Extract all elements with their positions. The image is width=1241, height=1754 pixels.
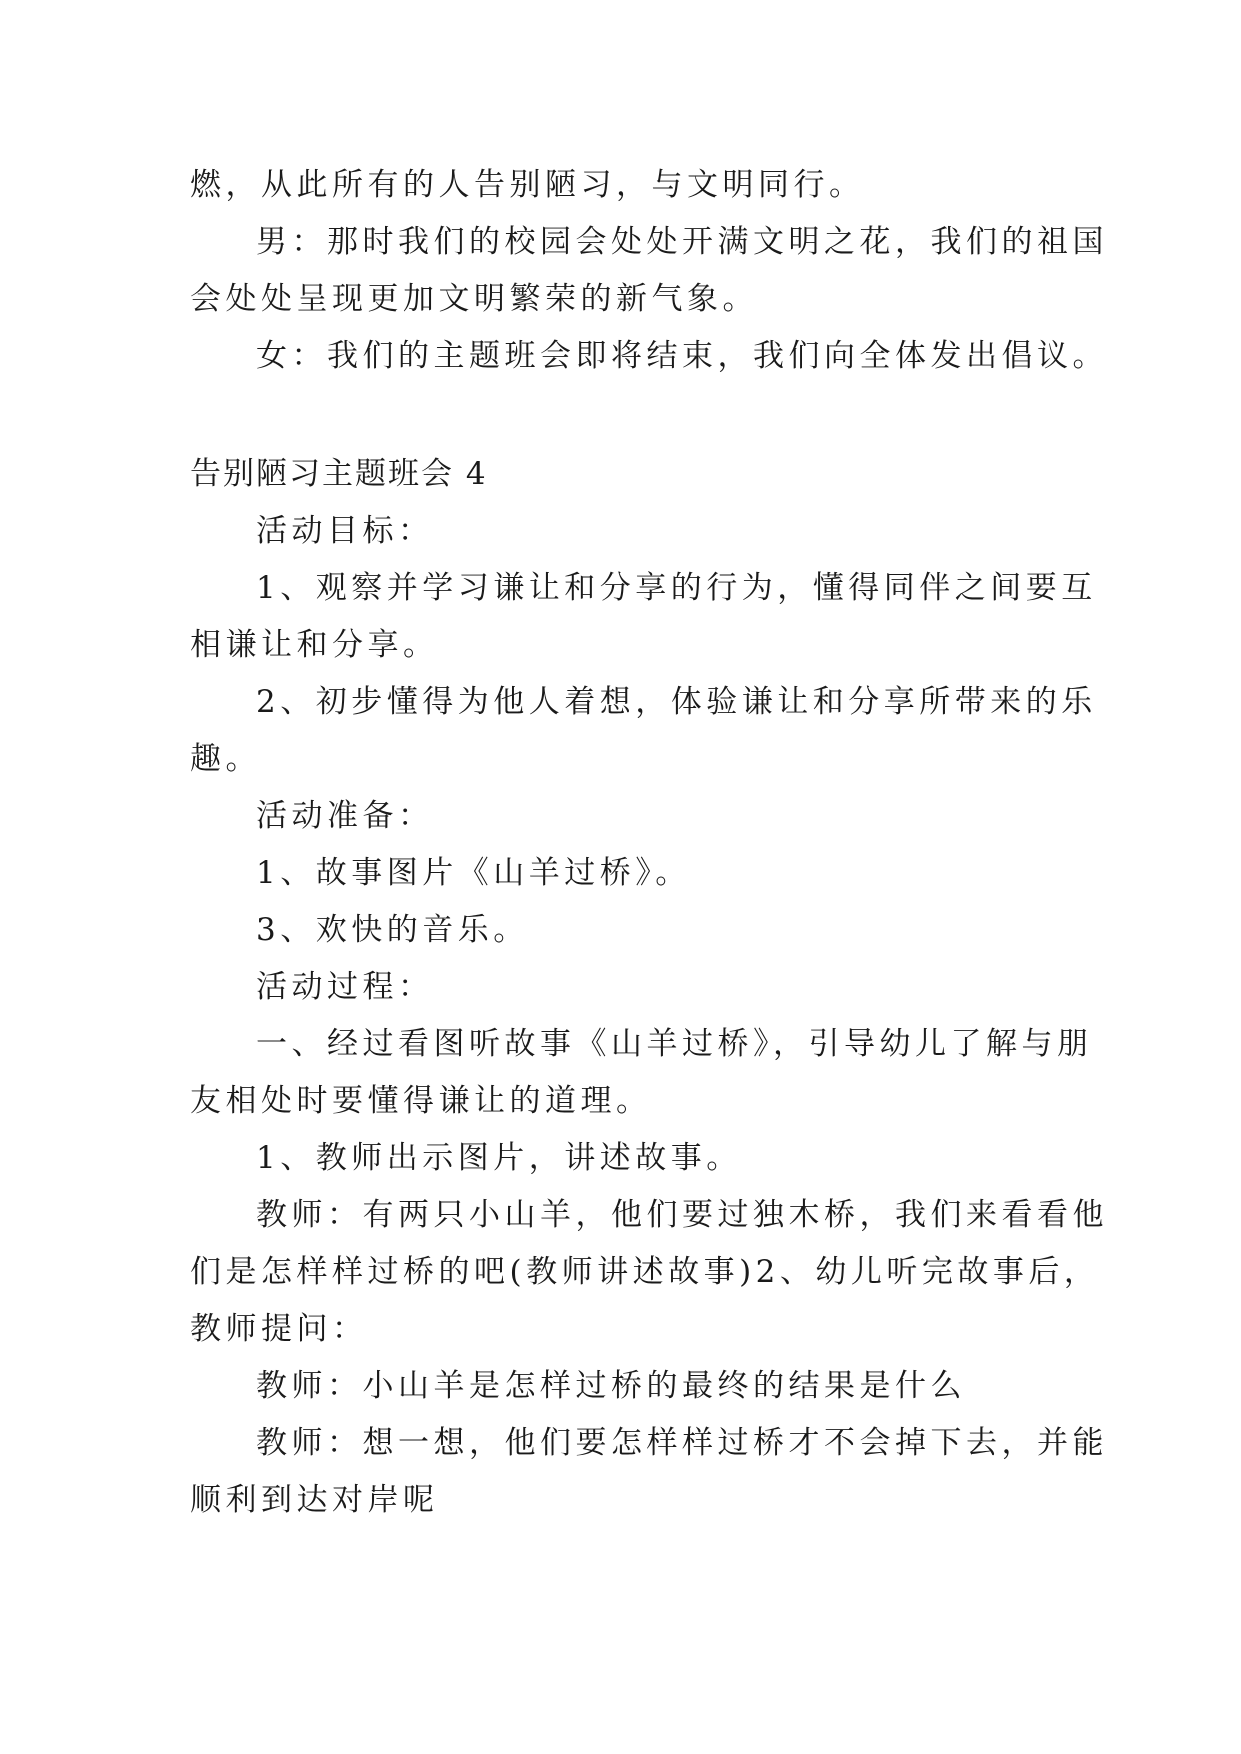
text-line: 教师：小山羊是怎样过桥的最终的结果是什么: [256, 1368, 966, 1404]
text-line: 活动准备：: [256, 798, 434, 834]
text-line: 1、教师出示图片，讲述故事。: [256, 1140, 742, 1176]
text-line: 趣。: [190, 741, 261, 777]
section-heading: 告别陋习主题班会 4: [190, 456, 488, 492]
text-line: 教师提问：: [190, 1311, 368, 1347]
text-line: 会处处呈现更加文明繁荣的新气象。: [190, 281, 758, 317]
text-line: 一、经过看图听故事《山羊过桥》，引导幼儿了解与朋: [256, 1026, 1093, 1062]
text-line: 教师：有两只小山羊，他们要过独木桥，我们来看看他: [256, 1197, 1108, 1233]
text-line: 女：我们的主题班会即将结束，我们向全体发出倡议。: [256, 338, 1108, 374]
text-line: 2、初步懂得为他人着想，体验谦让和分享所带来的乐: [256, 684, 1097, 720]
text-line: 3、欢快的音乐。: [256, 912, 529, 948]
text-line: 1、观察并学习谦让和分享的行为，懂得同伴之间要互: [256, 570, 1097, 606]
text-line: 1、故事图片《山羊过桥》。: [256, 855, 691, 891]
text-line: 们是怎样样过桥的吧(教师讲述故事)2、幼儿听完故事后，: [190, 1254, 1100, 1290]
text-line: 顺利到达对岸呢: [190, 1482, 439, 1518]
text-line: 燃，从此所有的人告别陋习，与文明同行。: [190, 167, 865, 203]
text-line: 活动目标：: [256, 513, 434, 549]
text-line: 男：那时我们的校园会处处开满文明之花，我们的祖国: [256, 224, 1108, 260]
text-line: 友相处时要懂得谦让的道理。: [190, 1083, 652, 1119]
text-line: 教师：想一想，他们要怎样样过桥才不会掉下去，并能: [256, 1425, 1108, 1461]
text-line: 相谦让和分享。: [190, 627, 439, 663]
text-line: 活动过程：: [256, 969, 434, 1005]
